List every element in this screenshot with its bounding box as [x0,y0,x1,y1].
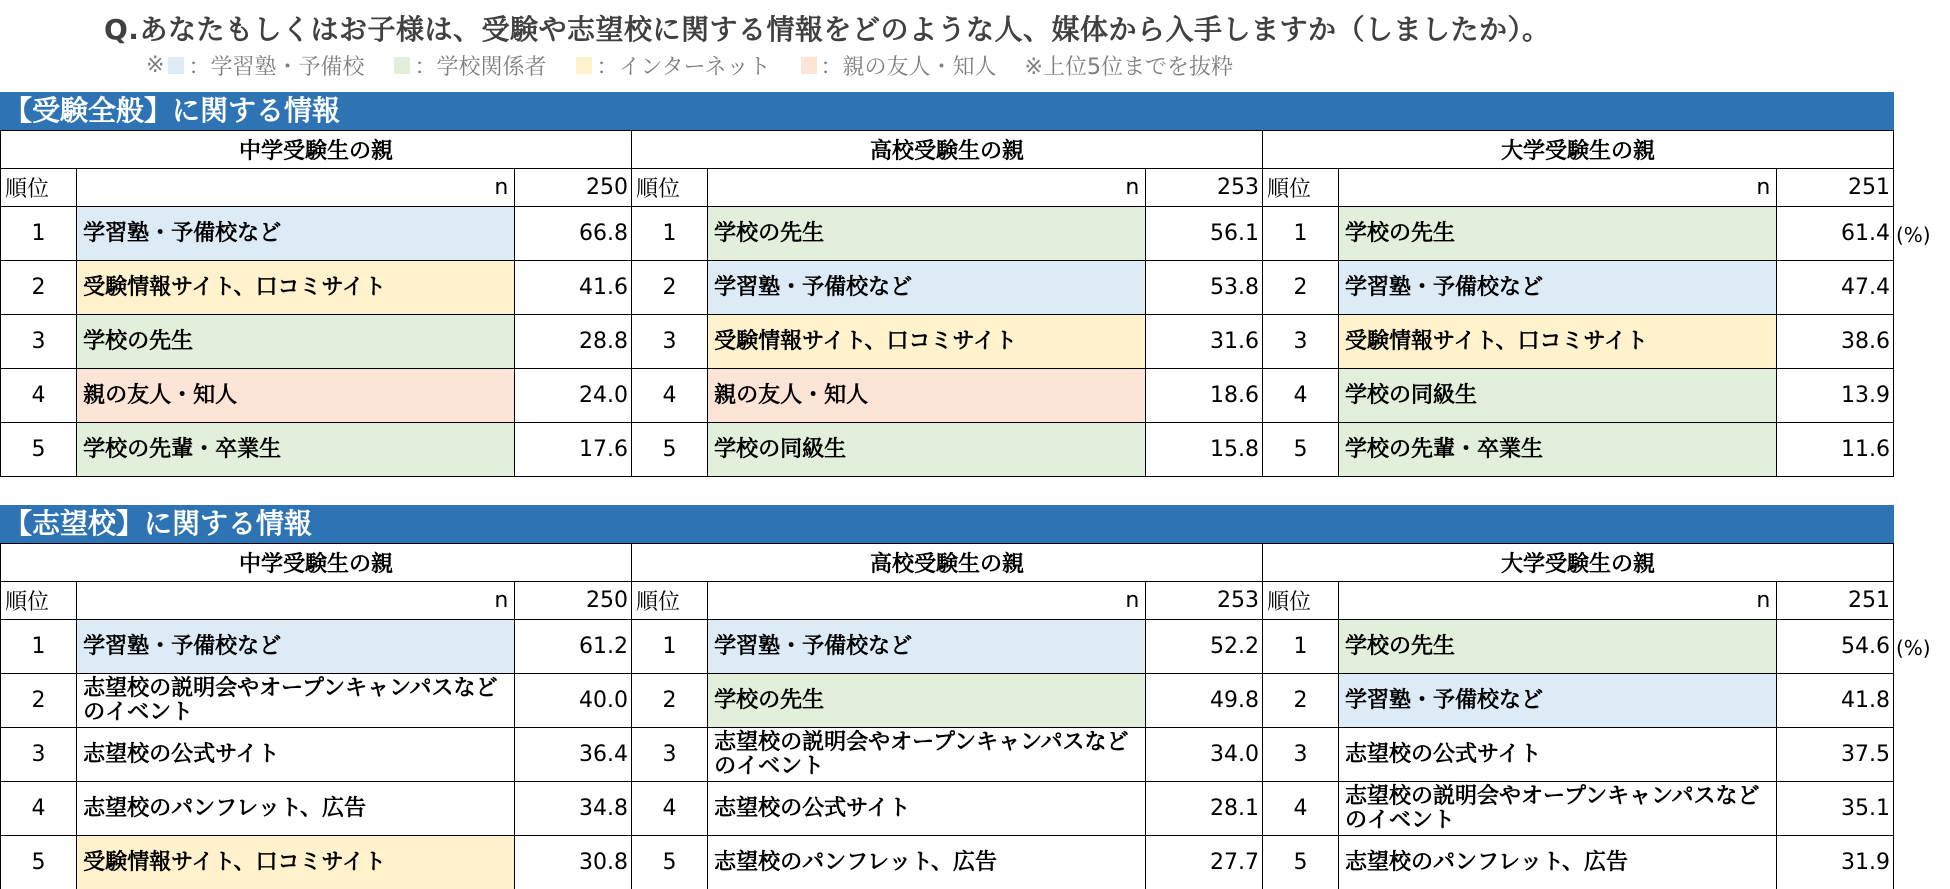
percent-value: 61.2 [515,620,632,674]
percent-value: 27.7 [1146,836,1263,889]
percent-value: 31.6 [1146,315,1263,369]
percent-value: 34.0 [1146,728,1263,782]
rank-header: 順位 [1,582,77,620]
legend-swatch-school [394,57,410,74]
legend-swatch-juku [168,57,184,74]
table-row [1,207,1894,261]
source-label: 受験情報サイト、口コミサイト [1339,315,1777,369]
rank-cell: 2 [1,674,77,728]
legend-swatch-friend [801,57,817,74]
percent-value: 66.8 [515,207,632,261]
rank-cell: 1 [1,620,77,674]
rank-cell: 1 [631,620,707,674]
table-row [1,423,1894,477]
legend-note: ※上位5位までを抜粋 [1024,55,1233,80]
rank-cell: 4 [1,782,77,836]
source-label: 志望校のパンフレット、広告 [1339,836,1777,889]
percent-value: 15.8 [1146,423,1263,477]
rank-cell: 3 [1262,728,1338,782]
table-row [1,674,1894,728]
n-header: n [708,582,1146,620]
percent-value: 40.0 [515,674,632,728]
group-name: 大学受験生の親 [1262,131,1893,169]
percent-value: 24.0 [515,369,632,423]
n-header: n [1339,582,1777,620]
source-label: 学校の先輩・卒業生 [77,423,515,477]
table-row [1,261,1894,315]
group-header-row [1,544,1894,582]
source-label: 受験情報サイト、口コミサイト [708,315,1146,369]
percent-value: 28.8 [515,315,632,369]
source-label: 学校の先生 [708,674,1146,728]
n-header: n [708,169,1146,207]
source-label: 学習塾・予備校など [1339,261,1777,315]
legend-label-juku: ：学習塾・予備校 [188,55,365,80]
percent-value: 17.6 [515,423,632,477]
column-header-row [1,582,1894,620]
rank-cell: 4 [631,782,707,836]
legend-label-friend: ：親の友人・知人 [820,55,997,80]
rank-cell: 4 [1262,782,1338,836]
percent-value: 49.8 [1146,674,1263,728]
rank-header: 順位 [1262,582,1338,620]
table-row [1,315,1894,369]
rank-cell: 2 [631,261,707,315]
percent-value: 11.6 [1777,423,1894,477]
percent-value: 38.6 [1777,315,1894,369]
rank-header: 順位 [1262,169,1338,207]
unit-label: (%) [1896,223,1931,247]
legend-label-net: ：インターネット [596,55,771,80]
source-label: 受験情報サイト、口コミサイト [77,836,515,889]
percent-value: 30.8 [515,836,632,889]
section-target-school [0,505,1894,889]
source-label: 志望校のパンフレット、広告 [77,782,515,836]
rank-header: 順位 [631,169,707,207]
rank-cell: 1 [631,207,707,261]
rank-cell: 2 [1262,674,1338,728]
rank-cell: 5 [1,423,77,477]
source-label: 学校の同級生 [708,423,1146,477]
source-label: 志望校のパンフレット、広告 [708,836,1146,889]
percent-value: 53.8 [1146,261,1263,315]
table-row [1,620,1894,674]
source-label: 学習塾・予備校など [708,620,1146,674]
rank-cell: 5 [631,423,707,477]
sample-size: 253 [1146,169,1263,207]
table-row [1,728,1894,782]
source-label: 学習塾・予備校など [77,207,515,261]
section-exam-general [0,92,1894,477]
question-title: Q.あなたもしくはお子様は、受験や志望校に関する情報をどのような人、媒体から入手しますか（しましたか）。 [104,13,1551,46]
rank-cell: 5 [1,836,77,889]
group-name: 大学受験生の親 [1262,544,1893,582]
rank-cell: 3 [1,315,77,369]
rank-cell: 4 [1262,369,1338,423]
n-header: n [77,169,515,207]
percent-value: 41.6 [515,261,632,315]
percent-value: 35.1 [1777,782,1894,836]
percent-value: 31.9 [1777,836,1894,889]
group-name: 中学受験生の親 [1,131,632,169]
ranking-table [0,543,1894,889]
rank-cell: 1 [1,207,77,261]
column-header-row [1,169,1894,207]
rank-cell: 3 [1262,315,1338,369]
percent-value: 28.1 [1146,782,1263,836]
rank-header: 順位 [631,582,707,620]
group-name: 高校受験生の親 [631,131,1262,169]
legend-label-school: ：学校関係者 [414,55,547,80]
group-header-row [1,131,1894,169]
sample-size: 251 [1777,582,1894,620]
table-row [1,369,1894,423]
rank-cell: 5 [1262,836,1338,889]
sample-size: 251 [1777,169,1894,207]
rank-cell: 3 [631,728,707,782]
section-title: 【受験全般】に関する情報 [0,92,1894,130]
percent-value: 36.4 [515,728,632,782]
source-label: 志望校の説明会やオープンキャンパスなどのイベント [1339,782,1777,836]
rank-cell: 3 [631,315,707,369]
n-header: n [77,582,515,620]
rank-cell: 1 [1262,207,1338,261]
percent-value: 34.8 [515,782,632,836]
percent-value: 18.6 [1146,369,1263,423]
source-label: 志望校の説明会やオープンキャンパスなどのイベント [77,674,515,728]
percent-value: 61.4 [1777,207,1894,261]
source-label: 学習塾・予備校など [1339,674,1777,728]
percent-value: 52.2 [1146,620,1263,674]
source-label: 親の友人・知人 [77,369,515,423]
source-label: 志望校の公式サイト [708,782,1146,836]
table-row [1,836,1894,889]
sample-size: 253 [1146,582,1263,620]
percent-value: 41.8 [1777,674,1894,728]
sample-size: 250 [515,169,632,207]
source-label: 学校の先生 [77,315,515,369]
rank-cell: 4 [631,369,707,423]
rank-cell: 4 [1,369,77,423]
rank-cell: 2 [1262,261,1338,315]
n-header: n [1339,169,1777,207]
source-label: 学習塾・予備校など [708,261,1146,315]
source-label: 学習塾・予備校など [77,620,515,674]
rank-cell: 3 [1,728,77,782]
source-label: 学校の先輩・卒業生 [1339,423,1777,477]
unit-label: (%) [1896,636,1931,660]
source-label: 志望校の公式サイト [77,728,515,782]
section-title: 【志望校】に関する情報 [0,505,1894,543]
rank-cell: 2 [631,674,707,728]
rank-cell: 2 [1,261,77,315]
percent-value: 13.9 [1777,369,1894,423]
sample-size: 250 [515,582,632,620]
source-label: 受験情報サイト、口コミサイト [77,261,515,315]
source-label: 学校の同級生 [1339,369,1777,423]
source-label: 学校の先生 [1339,620,1777,674]
legend [146,50,1233,81]
source-label: 学校の先生 [1339,207,1777,261]
ranking-table [0,130,1894,477]
percent-value: 37.5 [1777,728,1894,782]
group-name: 中学受験生の親 [1,544,632,582]
table-row [1,782,1894,836]
legend-swatch-net [576,57,592,74]
rank-header: 順位 [1,169,77,207]
group-name: 高校受験生の親 [631,544,1262,582]
source-label: 志望校の説明会やオープンキャンパスなどのイベント [708,728,1146,782]
legend-prefix: ※ [146,53,165,78]
source-label: 志望校の公式サイト [1339,728,1777,782]
percent-value: 47.4 [1777,261,1894,315]
rank-cell: 5 [1262,423,1338,477]
percent-value: 54.6 [1777,620,1894,674]
rank-cell: 1 [1262,620,1338,674]
rank-cell: 5 [631,836,707,889]
source-label: 親の友人・知人 [708,369,1146,423]
percent-value: 56.1 [1146,207,1263,261]
source-label: 学校の先生 [708,207,1146,261]
